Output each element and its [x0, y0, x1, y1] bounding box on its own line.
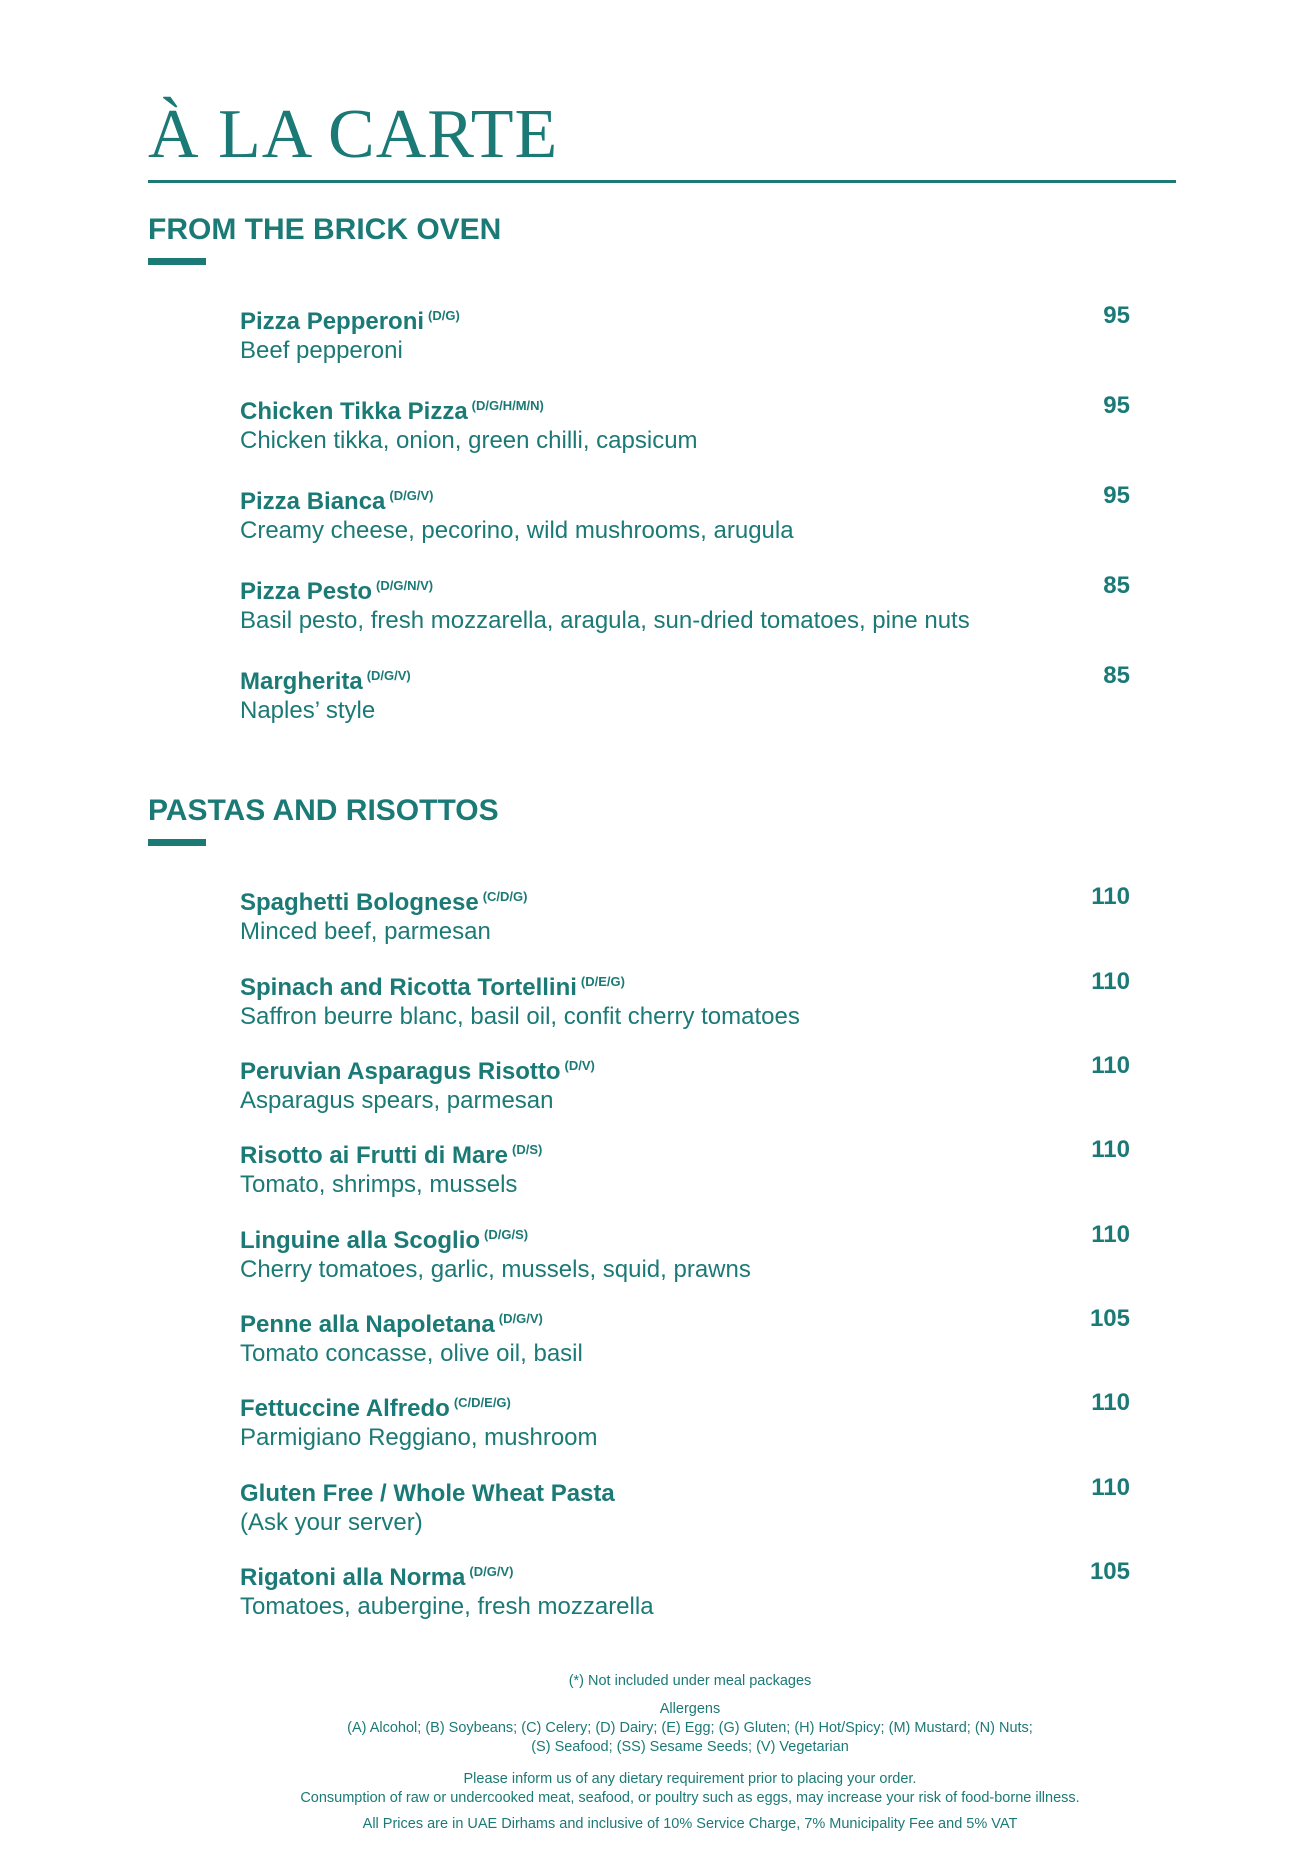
- item-price: 110: [1091, 1136, 1130, 1163]
- allergen-tag: (D/G/N/V): [376, 578, 434, 593]
- menu-item: [240, 1389, 1130, 1453]
- menu-item: [240, 1136, 1130, 1200]
- item-price: 110: [1091, 1389, 1130, 1416]
- page-title: À LA CARTE: [148, 96, 559, 173]
- item-name: Spaghetti Bolognese: [240, 889, 479, 916]
- item-price: 95: [1103, 392, 1130, 419]
- allergens-line: (A) Alcohol; (B) Soybeans; (C) Celery; (D) Dairy; (E) Egg; (G) Gluten; (H) Hot/Spicy; (M) Mustard; (N) Nuts;: [347, 1720, 1033, 1736]
- item-description: Parmigiano Reggiano, mushroom: [240, 1424, 598, 1451]
- item-price: 85: [1103, 662, 1130, 689]
- item-description: Chicken tikka, onion, green chilli, capsicum: [240, 427, 698, 454]
- menu-item: [240, 1305, 1130, 1369]
- item-price: 110: [1091, 1052, 1130, 1079]
- allergens-title: Allergens: [659, 1701, 721, 1717]
- menu-item: [240, 1558, 1130, 1622]
- allergen-tag: (D/G): [428, 308, 460, 323]
- allergen-tag: (D/E/G): [580, 974, 625, 989]
- item-description: Beef pepperoni: [240, 337, 403, 364]
- menu-item: [240, 482, 1130, 546]
- prices-line: All Prices are in UAE Dirhams and inclusive of 10% Service Charge, 7% Municipality Fee and 5% VAT: [362, 1816, 1018, 1832]
- section-underline: [148, 839, 206, 846]
- item-description: (Ask your server): [240, 1509, 423, 1536]
- item-name: Margherita: [240, 668, 363, 695]
- allergen-tag: (D/G/H/M/N): [471, 398, 544, 413]
- item-name: Pizza Pepperoni: [240, 308, 425, 335]
- allergen-tag: (D/G/V): [469, 1564, 514, 1579]
- item-price: 110: [1091, 1221, 1130, 1248]
- item-name: Risotto ai Frutti di Mare: [240, 1142, 509, 1169]
- allergens-legend: [0, 1700, 1315, 1757]
- item-name: Pizza Pesto: [240, 578, 373, 605]
- item-name: Rigatoni alla Norma: [240, 1564, 466, 1591]
- menu-item: [240, 968, 1130, 1032]
- menu-item: [240, 1052, 1130, 1116]
- allergen-tag: (D/G/V): [366, 668, 411, 683]
- item-description: Tomato concasse, olive oil, basil: [240, 1340, 583, 1367]
- allergen-tag: (C/D/G): [482, 889, 528, 904]
- item-description: Creamy cheese, pecorino, wild mushrooms, arugula: [240, 517, 794, 544]
- item-price: 110: [1091, 1474, 1130, 1501]
- menu-item: [240, 1221, 1130, 1285]
- allergen-tag: (D/V): [564, 1058, 595, 1073]
- item-description: Basil pesto, fresh mozzarella, aragula, sun-dried tomatoes, pine nuts: [240, 607, 970, 634]
- item-description: Asparagus spears, parmesan: [240, 1087, 554, 1114]
- item-name: Pizza Bianca: [240, 488, 386, 515]
- dietary-line: Consumption of raw or undercooked meat, seafood, or poultry such as eggs, may increase your risk of food-borne illness.: [300, 1790, 1080, 1806]
- item-description: Tomato, shrimps, mussels: [240, 1171, 518, 1198]
- item-price: 105: [1089, 1558, 1130, 1585]
- item-name: Fettuccine Alfredo: [240, 1395, 450, 1422]
- menu-item: [240, 883, 1130, 947]
- item-description: Cherry tomatoes, garlic, mussels, squid, prawns: [240, 1256, 751, 1283]
- allergen-tag: (D/S): [512, 1142, 543, 1157]
- item-description: Minced beef, parmesan: [240, 918, 491, 945]
- item-name: Chicken Tikka Pizza: [240, 398, 468, 425]
- item-price: 95: [1103, 302, 1130, 329]
- meal-package-note: (*) Not included under meal packages: [568, 1673, 812, 1689]
- dietary-line: Please inform us of any dietary requirement prior to placing your order.: [463, 1771, 917, 1787]
- item-price: 110: [1091, 883, 1130, 910]
- footer-note: [0, 1672, 1315, 1691]
- allergen-tag: (D/G/V): [389, 488, 434, 503]
- menu-item: [240, 662, 1130, 726]
- allergen-tag: (D/G/V): [498, 1311, 543, 1326]
- section-heading-brick-oven: FROM THE BRICK OVEN: [148, 213, 502, 246]
- dietary-notice: [0, 1770, 1315, 1808]
- item-name: Peruvian Asparagus Risotto: [240, 1058, 561, 1085]
- item-price: 95: [1103, 482, 1130, 509]
- section-underline: [148, 258, 206, 265]
- menu-item: [240, 392, 1130, 456]
- menu-item: [240, 1474, 1130, 1538]
- prices-notice: [0, 1815, 1315, 1834]
- allergen-tag: (D/G/S): [484, 1227, 529, 1242]
- item-name: Linguine alla Scoglio: [240, 1227, 481, 1254]
- item-description: Naples’ style: [240, 697, 376, 724]
- item-description: Tomatoes, aubergine, fresh mozzarella: [240, 1593, 654, 1620]
- item-price: 85: [1103, 572, 1130, 599]
- allergen-tag: (C/D/E/G): [453, 1395, 511, 1410]
- item-description: Saffron beurre blanc, basil oil, confit cherry tomatoes: [240, 1003, 800, 1030]
- menu-item: [240, 572, 1130, 636]
- menu-item: [240, 302, 1130, 366]
- item-price: 105: [1089, 1305, 1130, 1332]
- title-divider: [148, 180, 1176, 183]
- item-name: Spinach and Ricotta Tortellini: [240, 974, 577, 1001]
- section-heading-pastas: PASTAS AND RISOTTOS: [148, 794, 499, 827]
- item-name: Penne alla Napoletana: [240, 1311, 495, 1338]
- item-name: Gluten Free / Whole Wheat Pasta: [240, 1480, 615, 1507]
- allergens-line: (S) Seafood; (SS) Sesame Seeds; (V) Vegetarian: [531, 1739, 849, 1755]
- item-price: 110: [1091, 968, 1130, 995]
